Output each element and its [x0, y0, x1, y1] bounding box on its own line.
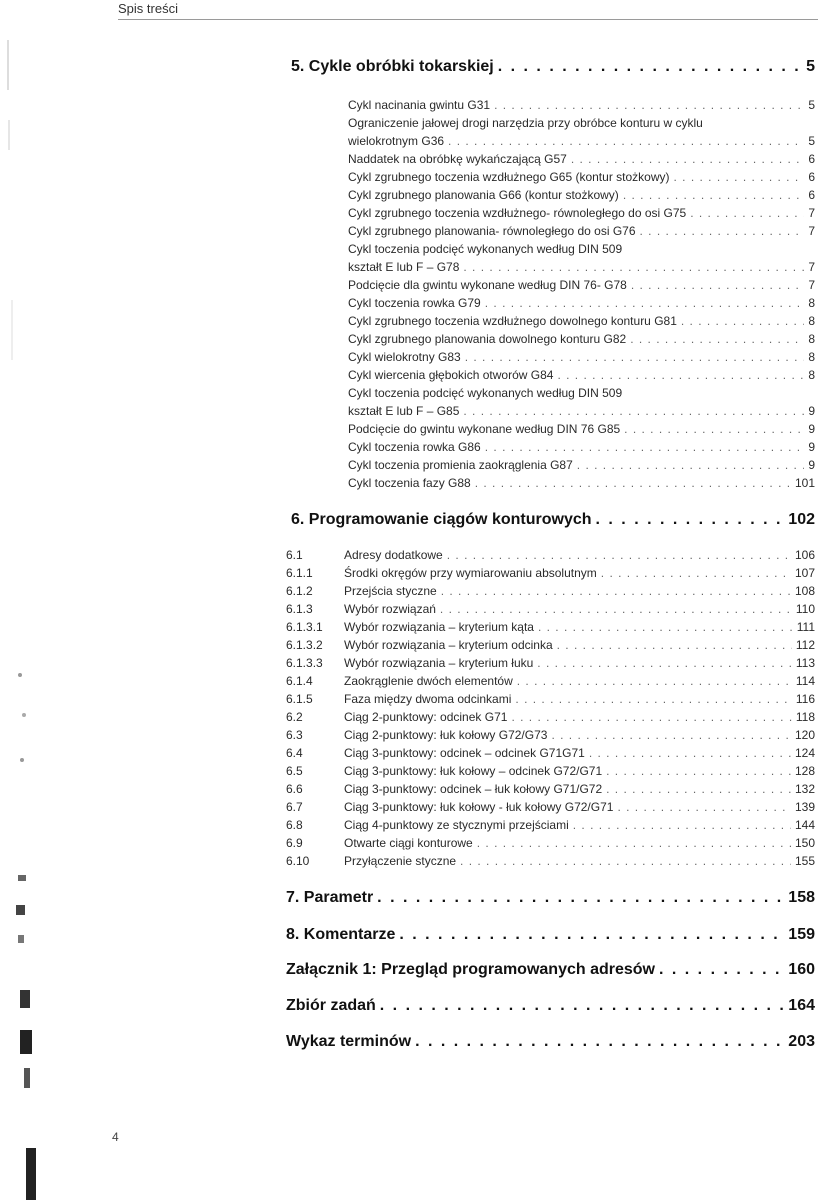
- toc-leader: [460, 854, 791, 868]
- toc-entry-text: Cykl toczenia podcięć wykonanych według DIN 509: [348, 386, 623, 400]
- toc-page-number: 106: [794, 548, 815, 562]
- toc-page-number: 110: [795, 602, 815, 616]
- toc-leader: [659, 961, 784, 979]
- scan-edge-artifact: [0, 0, 44, 1202]
- toc-page-number: 159: [788, 926, 815, 943]
- toc-leader: [557, 368, 804, 382]
- toc-entry-text: Środki okręgów przy wymiarowaniu absolutnym: [344, 566, 597, 580]
- toc-entry[interactable]: [348, 224, 815, 238]
- toc-chapter-title: Zbiór zadań: [286, 997, 376, 1014]
- toc-entry-text: Adresy dodatkowe: [344, 548, 443, 562]
- toc-entry[interactable]: [348, 206, 815, 220]
- toc-chapter-title: 8. Komentarze: [286, 926, 396, 943]
- toc-leader: [498, 58, 802, 76]
- toc-page-number: 6: [808, 170, 815, 184]
- toc-entry-text: kształt E lub F – G78: [348, 260, 460, 274]
- toc-page-number: 101: [794, 476, 815, 490]
- toc-chapter-7[interactable]: [286, 889, 815, 907]
- toc-entry-text: Ograniczenie jałowej drogi narzędzia przy obróbce konturu w cyklu: [348, 116, 703, 130]
- toc-leader: [485, 440, 805, 454]
- toc-page-number: 132: [794, 782, 815, 796]
- toc-chapter-title: 6. Programowanie ciągów konturowych: [291, 511, 592, 528]
- toc-entry-text: Cykl toczenia fazy G88: [348, 476, 471, 490]
- toc-entry-text: kształt E lub F – G85: [348, 404, 460, 418]
- toc-chapter-title: 5. Cykle obróbki tokarskiej: [291, 58, 494, 75]
- toc-leader: [681, 314, 804, 328]
- toc-page-number: 107: [794, 566, 815, 580]
- toc-leader: [463, 404, 804, 418]
- toc-leader: [538, 620, 793, 634]
- toc-entry[interactable]: [348, 350, 815, 364]
- toc-leader: [640, 224, 805, 238]
- toc-section-number: 6.2: [286, 710, 303, 724]
- toc-chapter-5[interactable]: [291, 58, 815, 76]
- toc-entry[interactable]: [348, 98, 815, 112]
- toc-entry-text: Cykl toczenia podcięć wykonanych według DIN 509: [348, 242, 623, 256]
- toc-page-number: 116: [795, 692, 815, 706]
- toc-entry-text: Ciąg 3-punktowy: łuk kołowy – odcinek G72/G71: [344, 764, 603, 778]
- toc-entry[interactable]: [348, 422, 815, 436]
- toc-section[interactable]: [286, 746, 815, 760]
- toc-entry-text: Ciąg 3-punktowy: odcinek – łuk kołowy G71/G72: [344, 782, 603, 796]
- toc-section-number: 6.9: [286, 836, 303, 850]
- toc-page-number: 7: [808, 224, 815, 238]
- toc-section-number: 6.8: [286, 818, 303, 832]
- toc-section-number: 6.1.3.2: [286, 638, 323, 652]
- toc-page-number: 124: [794, 746, 815, 760]
- toc-leader: [465, 350, 805, 364]
- toc-leader: [517, 674, 792, 688]
- toc-section-number: 6.4: [286, 746, 303, 760]
- toc-leader: [551, 728, 791, 742]
- toc-section[interactable]: [286, 764, 815, 778]
- toc-entry-text: Zaokrąglenie dwóch elementów: [344, 674, 513, 688]
- toc-section[interactable]: [286, 674, 815, 688]
- toc-entry-text: Faza między dwoma odcinkami: [344, 692, 512, 706]
- toc-leader: [494, 98, 804, 112]
- toc-leader: [515, 692, 791, 706]
- toc-entry-text: Cykl toczenia rowka G86: [348, 440, 481, 454]
- toc-entry-text: Cykl zgrubnego toczenia wzdłużnego- równoległego do osi G75: [348, 206, 687, 220]
- toc-page-number: 155: [794, 854, 815, 868]
- toc-leader: [475, 476, 791, 490]
- toc-page-number: 164: [788, 997, 815, 1014]
- toc-page-number: 128: [794, 764, 815, 778]
- toc-entry[interactable]: [348, 188, 815, 202]
- toc-section-number: 6.1.5: [286, 692, 313, 706]
- toc-entry-text: Cykl nacinania gwintu G31: [348, 98, 491, 112]
- toc-leader: [573, 818, 791, 832]
- toc-entry[interactable]: [348, 260, 815, 274]
- toc-page-number: 113: [795, 656, 815, 670]
- toc-entry-text: Wybór rozwiązania – kryterium kąta: [344, 620, 534, 634]
- toc-section[interactable]: [286, 638, 815, 652]
- toc-page-number: 160: [788, 961, 815, 978]
- toc-section[interactable]: [286, 602, 815, 616]
- toc-entry-text: Cykl zgrubnego planowania dowolnego konturu G82: [348, 332, 627, 346]
- toc-section[interactable]: [286, 728, 815, 742]
- toc-leader: [596, 511, 785, 529]
- toc-entry[interactable]: [348, 368, 815, 382]
- toc-entry-text: Cykl wielokrotny G83: [348, 350, 461, 364]
- toc-leader: [606, 764, 791, 778]
- toc-page-number: 9: [808, 404, 815, 418]
- toc-section[interactable]: [286, 836, 815, 850]
- toc-section[interactable]: [286, 800, 815, 814]
- toc-page-number: 5: [808, 134, 815, 148]
- toc-section-number: 6.1.3: [286, 602, 313, 616]
- toc-exercises[interactable]: [286, 997, 815, 1015]
- toc-entry-text: Ciąg 4-punktowy ze stycznymi przejściami: [344, 818, 569, 832]
- toc-leader: [624, 422, 804, 436]
- toc-section-number: 6.1.3.1: [286, 620, 323, 634]
- toc-page-number: 9: [808, 440, 815, 454]
- toc-chapter-title: Wykaz terminów: [286, 1033, 412, 1050]
- page-number: 4: [112, 1130, 119, 1144]
- toc-entry[interactable]: [348, 134, 815, 148]
- running-head: Spis treści: [118, 1, 178, 16]
- toc-section-number: 6.7: [286, 800, 303, 814]
- toc-leader: [623, 188, 805, 202]
- toc-entry[interactable]: [348, 296, 815, 310]
- toc-leader: [441, 584, 791, 598]
- toc-leader: [571, 152, 805, 166]
- toc-entry-text: Cykl toczenia promienia zaokrąglenia G87: [348, 458, 573, 472]
- toc-leader: [511, 710, 791, 724]
- toc-section[interactable]: [286, 548, 815, 562]
- toc-section[interactable]: [286, 692, 815, 706]
- toc-entry-text: Naddatek na obróbkę wykańczającą G57: [348, 152, 567, 166]
- toc-section-number: 6.10: [286, 854, 310, 868]
- toc-section[interactable]: [286, 566, 815, 580]
- toc-chapter-8[interactable]: [286, 926, 815, 944]
- toc-leader: [448, 134, 804, 148]
- toc-entry-text: Wybór rozwiązania – kryterium łuku: [344, 656, 534, 670]
- header-rule: [118, 19, 818, 20]
- toc-page-number: 9: [808, 422, 815, 436]
- toc-leader: [557, 638, 792, 652]
- toc-section-number: 6.1.4: [286, 674, 313, 688]
- toc-entry[interactable]: [348, 404, 815, 418]
- toc-section[interactable]: [286, 620, 815, 634]
- toc-leader: [399, 926, 784, 944]
- toc-page-number: 7: [808, 278, 815, 292]
- toc-page-number: 5: [806, 58, 815, 75]
- toc-entry-text: Podcięcie do gwintu wykonane według DIN 76 G85: [348, 422, 621, 436]
- toc-entry-text: wielokrotnym G36: [348, 134, 445, 148]
- toc-entry-text: Przejścia styczne: [344, 584, 437, 598]
- toc-section[interactable]: [286, 854, 815, 868]
- toc-section-number: 6.6: [286, 782, 303, 796]
- toc-page-number: 114: [795, 674, 815, 688]
- toc-page-number: 120: [794, 728, 815, 742]
- toc-leader: [415, 1033, 784, 1051]
- toc-page-number: 108: [794, 584, 815, 598]
- toc-page-number: 112: [795, 638, 815, 652]
- toc-page-number: 118: [795, 710, 815, 724]
- toc-entry-text: Otwarte ciągi konturowe: [344, 836, 473, 850]
- toc-entry-text: Wybór rozwiązania – kryterium odcinka: [344, 638, 553, 652]
- toc-leader: [606, 782, 791, 796]
- toc-entry-text: Wybór rozwiązań: [344, 602, 436, 616]
- toc-entry[interactable]: [348, 458, 815, 472]
- toc-leader: [589, 746, 791, 760]
- toc-page-number: 144: [794, 818, 815, 832]
- toc-section[interactable]: [286, 710, 815, 724]
- toc-leader: [630, 332, 804, 346]
- toc-entry[interactable]: [348, 152, 815, 166]
- toc-leader: [463, 260, 804, 274]
- toc-section-number: 6.1.1: [286, 566, 313, 580]
- toc-page-number: 139: [794, 800, 815, 814]
- toc-entry-text: Ciąg 3-punktowy: łuk kołowy - łuk kołowy G72/G71: [344, 800, 614, 814]
- toc-entry[interactable]: [348, 332, 815, 346]
- toc-entry-text: Ciąg 2-punktowy: łuk kołowy G72/G73: [344, 728, 548, 742]
- toc-leader: [377, 889, 784, 907]
- toc-page-number: 7: [808, 260, 815, 274]
- toc-page-number: 203: [788, 1033, 815, 1050]
- toc-leader: [447, 548, 791, 562]
- toc-section-number: 6.1.3.3: [286, 656, 323, 670]
- toc-page-number: 8: [808, 350, 815, 364]
- toc-page-number: 6: [808, 152, 815, 166]
- toc-entry[interactable]: [348, 476, 815, 490]
- toc-entry-text: Cykl toczenia rowka G79: [348, 296, 481, 310]
- toc-appendix-1[interactable]: [286, 961, 815, 979]
- toc-entry-text: Cykl zgrubnego planowania G66 (kontur stożkowy): [348, 188, 619, 202]
- toc-leader: [690, 206, 804, 220]
- toc-page-number: 150: [794, 836, 815, 850]
- toc-index[interactable]: [286, 1033, 815, 1051]
- toc-section[interactable]: [286, 782, 815, 796]
- toc-leader: [674, 170, 805, 184]
- toc-entry[interactable]: [348, 170, 815, 184]
- toc-entry-text: Cykl zgrubnego toczenia wzdłużnego G65 (kontur stożkowy): [348, 170, 670, 184]
- toc-page-number: 102: [788, 511, 815, 528]
- toc-section[interactable]: [286, 584, 815, 598]
- toc-entry-text: Przyłączenie styczne: [344, 854, 457, 868]
- toc-page-number: 6: [808, 188, 815, 202]
- toc-entry[interactable]: [348, 314, 815, 328]
- toc-entry-text: Cykl wiercenia głębokich otworów G84: [348, 368, 554, 382]
- toc-chapter-title: Załącznik 1: Przegląd programowanych adresów: [286, 961, 655, 978]
- toc-leader: [380, 997, 785, 1015]
- toc-chapter-6[interactable]: [291, 511, 815, 529]
- toc-page-number: 5: [808, 98, 815, 112]
- toc-entry-text: Ciąg 3-punktowy: odcinek – odcinek G71G71: [344, 746, 585, 760]
- toc-section-number: 6.3: [286, 728, 303, 742]
- toc-entry-text: Cykl zgrubnego planowania- równoległego do osi G76: [348, 224, 636, 238]
- toc-chapter-title: 7. Parametr: [286, 889, 374, 906]
- toc-section[interactable]: [286, 818, 815, 832]
- toc-page-number: 158: [788, 889, 815, 906]
- toc-section-number: 6.1.2: [286, 584, 313, 598]
- toc-section[interactable]: [286, 656, 815, 670]
- toc-entry[interactable]: [348, 278, 815, 292]
- toc-leader: [537, 656, 792, 670]
- toc-leader: [440, 602, 792, 616]
- toc-leader: [617, 800, 791, 814]
- toc-leader: [601, 566, 791, 580]
- toc-section-number: 6.1: [286, 548, 303, 562]
- toc-page-number: 8: [808, 332, 815, 346]
- toc-entry-text: Ciąg 2-punktowy: odcinek G71: [344, 710, 508, 724]
- toc-leader: [577, 458, 805, 472]
- toc-leader: [631, 278, 804, 292]
- toc-entry[interactable]: [348, 440, 815, 454]
- toc-page-number: 7: [808, 206, 815, 220]
- toc-page-number: 111: [796, 620, 815, 634]
- toc-section-number: 6.5: [286, 764, 303, 778]
- toc-entry-text: Cykl zgrubnego toczenia wzdłużnego dowolnego konturu G81: [348, 314, 677, 328]
- toc-leader: [485, 296, 805, 310]
- toc-entry-text: Podcięcie dla gwintu wykonane według DIN 76- G78: [348, 278, 627, 292]
- toc-page-number: 8: [808, 368, 815, 382]
- toc-leader: [477, 836, 791, 850]
- toc-page-number: 8: [808, 296, 815, 310]
- toc-page-number: 8: [808, 314, 815, 328]
- toc-page-number: 9: [808, 458, 815, 472]
